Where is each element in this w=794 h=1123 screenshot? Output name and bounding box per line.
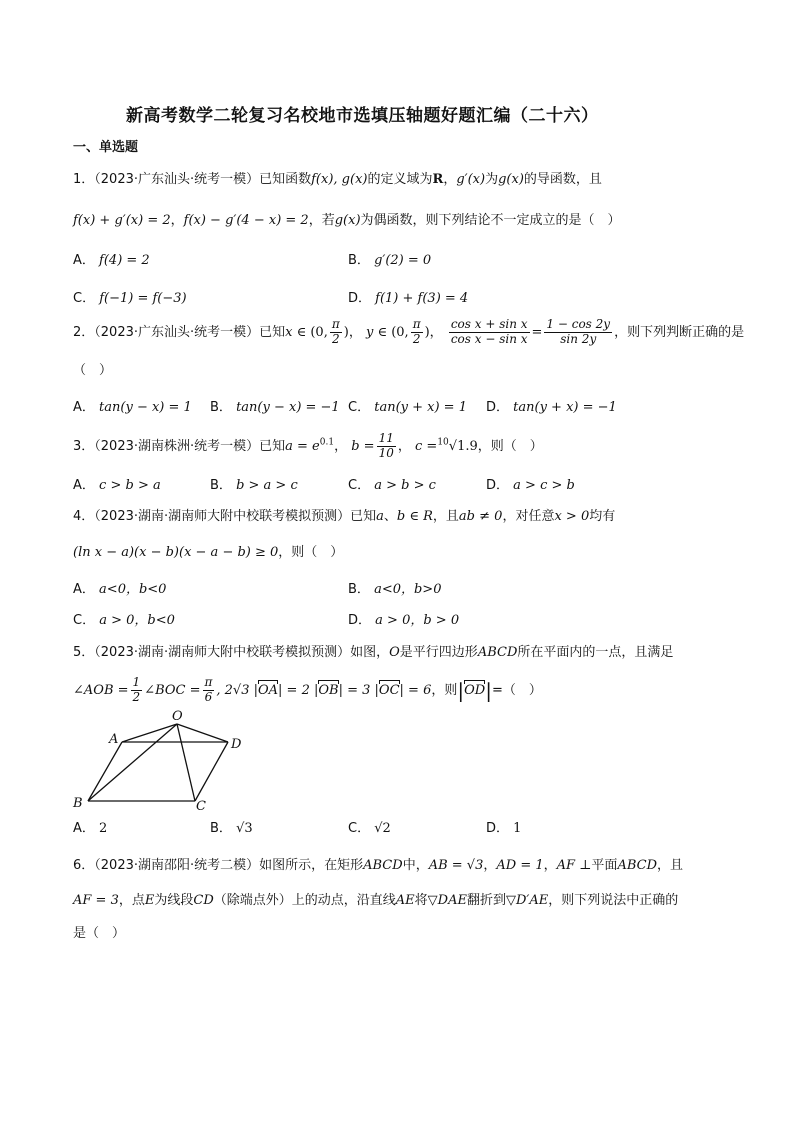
q4-option-b[interactable]: B． a<0，b>0 [348,582,442,597]
q5-option-a[interactable]: A． 2 [73,821,108,836]
q6-line2: AF = 3，点E为线段CD（除端点外）上的动点，沿直线AE将▽DAE翻折到▽D′AE，则下列说法中正确的 [73,893,679,908]
q1-line1: 1．（2023·广东汕头·统考一模）已知函数f(x), g(x)的定义域为R，g′(x)为g(x)的导函数，且 [73,172,602,187]
q1-option-d[interactable]: D． f(1) + f(3) = 4 [348,291,469,306]
q3-option-a[interactable]: A． c > b > a [73,478,161,493]
q5-option-c[interactable]: C． √2 [348,821,391,836]
q1-line2: f(x) + g′(x) = 2，f(x) − g′(4 − x) = 2，若g(x)为偶函数，则下列结论不一定成立的是（ ） [73,213,621,228]
q2-option-c[interactable]: C． tan(y + x) = 1 [348,400,467,415]
q1-fx: f(x), g(x) [311,172,368,187]
q2-option-b[interactable]: B． tan(y − x) = −1 [210,400,340,415]
fig-label-c: C [196,799,206,814]
q2-paren: （ ） [73,363,113,378]
q1-option-b[interactable]: B． g′(2) = 0 [348,253,432,268]
q1-option-c[interactable]: C． f(−1) = f(−3) [73,291,187,306]
fig-label-o: O [172,709,183,724]
parallelogram-figure [70,705,260,820]
q2-line1: 2．（2023·广东汕头·统考一模）已知x ∈ (0, $\frac{\pi}{2}$ )， y ∈ (0, $\frac{\pi}{2}$ )， $\frac{\text{cos x + sin x}}{\text{cos x − sin x}}$ = $\frac{1 - \cos 2y}{\sin 2y}$ ，则下列判断正确的是 [73,317,745,346]
q4-option-c[interactable]: C． a > 0，b<0 [73,613,175,628]
q5-line1: 5．（2023·湖南·湖南师大附中校联考模拟预测）如图，O是平行四边形ABCD所在平面内的一点，且满足 [73,645,674,660]
q1-option-a[interactable]: A． f(4) = 2 [73,253,150,268]
fig-label-d: D [231,737,242,752]
q6-line3: 是（ ） [73,926,126,941]
section-heading: 一、单选题 [73,140,139,155]
q4-option-d[interactable]: D． a > 0，b > 0 [348,613,460,628]
fig-label-b: B [73,796,83,811]
q4-option-a[interactable]: A． a<0，b<0 [73,582,167,597]
q1-head: 1．（2023·广东汕头·统考一模）已知函数 [73,172,312,187]
q6-line1: 6．（2023·湖南邵阳·统考二模）如图所示，在矩形ABCD中，AB = √3，AD = 1，AF ⊥平面ABCD，且 [73,858,684,873]
q3-option-c[interactable]: C． a > b > c [348,478,436,493]
q4-line1: 4．（2023·湖南·湖南师大附中校联考模拟预测）已知a、b ∈ R，且ab ≠ 0，对任意x > 0均有 [73,509,616,524]
page-title: 新高考数学二轮复习名校地市选填压轴题好题汇编（二十六） [126,106,599,126]
fig-label-a: A [109,732,119,747]
q4-line2: (ln x − a)(x − b)(x − a − b) ≥ 0，则（ ） [73,545,344,560]
q5-line2: ∠AOB = $\frac{1}{2}$ ∠BOC = $\frac{\pi}{6}$ , 2√3 |OA| = 2 |OB| = 3 |OC| = 6，则|OD|=（ ） [73,675,542,704]
q5-option-d[interactable]: D． 1 [486,821,522,836]
q3-option-b[interactable]: B． b > a > c [210,478,298,493]
q3-line1: 3．（2023·湖南株洲·统考一模）已知$a = e^{0.1}$， b = $\frac{11}{10}$ ， c =$^{10}$√1.9，则（ ） [73,431,543,460]
q2-option-d[interactable]: D． tan(y + x) = −1 [486,400,617,415]
q5-option-b[interactable]: B． √3 [210,821,253,836]
q3-option-d[interactable]: D． a > c > b [486,478,575,493]
q2-option-a[interactable]: A． tan(y − x) = 1 [73,400,192,415]
